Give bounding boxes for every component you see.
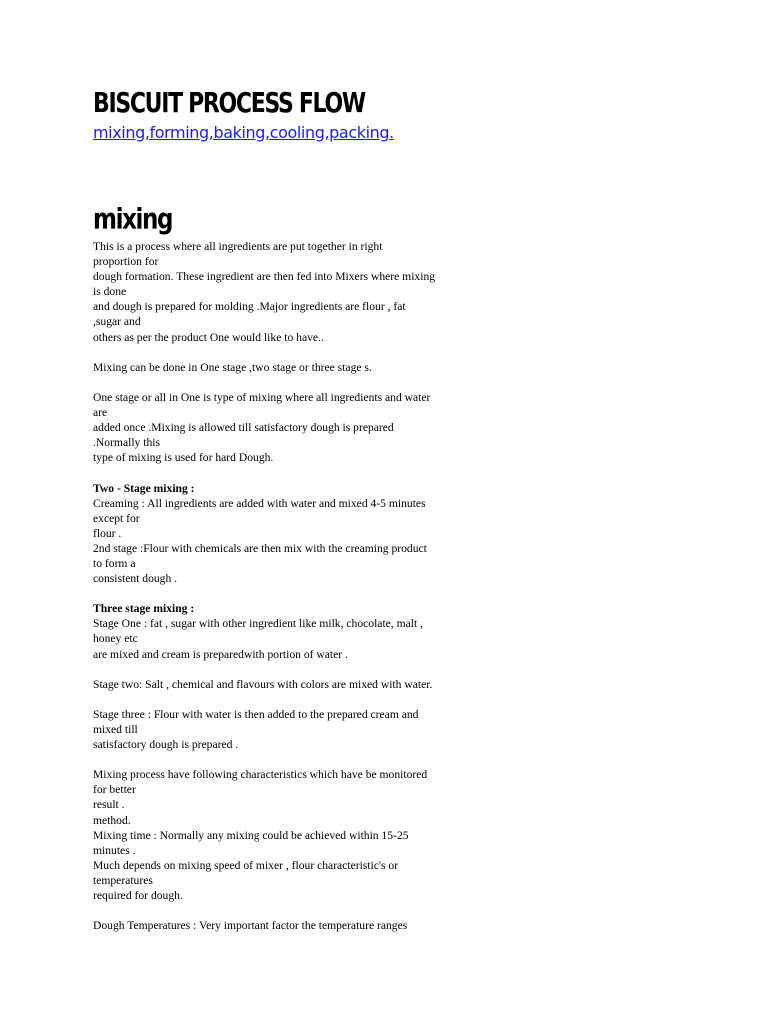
body-line: is done bbox=[93, 285, 127, 299]
blank-line bbox=[93, 692, 525, 707]
body-text bbox=[93, 239, 525, 933]
blank-line bbox=[93, 752, 525, 767]
blank-line bbox=[93, 375, 525, 390]
body-line: Mixing can be done in One stage ,two stage or three stage s. bbox=[93, 360, 372, 374]
body-line: Stage three : Flour with water is then added to the prepared cream and bbox=[93, 707, 419, 721]
body-line: Dough Temperatures : Very important factor the temperature ranges bbox=[93, 919, 408, 933]
body-line: Stage One : fat , sugar with other ingredient like milk, chocolate, malt , bbox=[93, 617, 424, 631]
body-line: others as per the product One would like to have.. bbox=[93, 330, 324, 344]
blank-line bbox=[93, 903, 525, 918]
body-line: 2nd stage :Flour with chemicals are then mix with the creaming product bbox=[93, 541, 427, 555]
body-line: temperatures bbox=[93, 873, 153, 887]
body-line: ,sugar and bbox=[93, 315, 141, 329]
body-line: One stage or all in One is type of mixing where all ingredients and water bbox=[93, 390, 431, 404]
body-line: Mixing process have following characteristics which have be monitored bbox=[93, 768, 428, 782]
process-steps-subtitle: mixing,forming,baking,cooling,packing. bbox=[93, 123, 394, 142]
body-line: except for bbox=[93, 511, 140, 525]
body-line: added once .Mixing is allowed till satisfactory dough is prepared bbox=[93, 421, 394, 435]
body-line: are bbox=[93, 406, 108, 420]
blank-line bbox=[93, 662, 525, 677]
blank-line bbox=[93, 586, 525, 601]
body-line: required for dough. bbox=[93, 889, 183, 903]
body-line: are mixed and cream is preparedwith portion of water . bbox=[93, 647, 348, 661]
body-line: proportion for bbox=[93, 255, 159, 269]
body-line: flour . bbox=[93, 526, 122, 540]
mixing-heading: mixing bbox=[93, 202, 173, 236]
body-line: mixed till bbox=[93, 723, 138, 736]
document-title: BISCUIT PROCESS FLOW bbox=[93, 86, 365, 119]
blank-line bbox=[93, 345, 525, 360]
body-line: honey etc bbox=[93, 632, 138, 646]
body-line: consistent dough . bbox=[93, 572, 178, 586]
body-line: to form a bbox=[93, 556, 136, 570]
body-line: minutes . bbox=[93, 843, 136, 857]
body-line: Stage two: Salt , chemical and flavours with colors are mixed with water. bbox=[93, 677, 433, 691]
subheading-line: Three stage mixing : bbox=[93, 602, 195, 616]
body-line: method. bbox=[93, 813, 131, 827]
body-line: type of mixing is used for hard Dough. bbox=[93, 451, 274, 465]
body-line: Mixing time : Normally any mixing could be achieved within 15-25 bbox=[93, 828, 409, 842]
body-line: result . bbox=[93, 798, 125, 812]
blank-line bbox=[93, 465, 525, 480]
body-line: Much depends on mixing speed of mixer , flour characteristic's or bbox=[93, 858, 399, 872]
body-line: Creaming : All ingredients are added with water and mixed 4-5 minutes bbox=[93, 496, 426, 510]
body-line: and dough is prepared for molding .Major ingredients are flour , fat bbox=[93, 300, 406, 314]
body-line: for better bbox=[93, 783, 136, 797]
body-line: This is a process where all ingredients are put together in right bbox=[93, 240, 383, 253]
body-line: satisfactory dough is prepared . bbox=[93, 738, 239, 752]
body-line: .Normally this bbox=[93, 436, 160, 450]
body-line: dough formation. These ingredient are then fed into Mixers where mixing bbox=[93, 270, 436, 284]
subheading-line: Two - Stage mixing : bbox=[93, 481, 195, 495]
